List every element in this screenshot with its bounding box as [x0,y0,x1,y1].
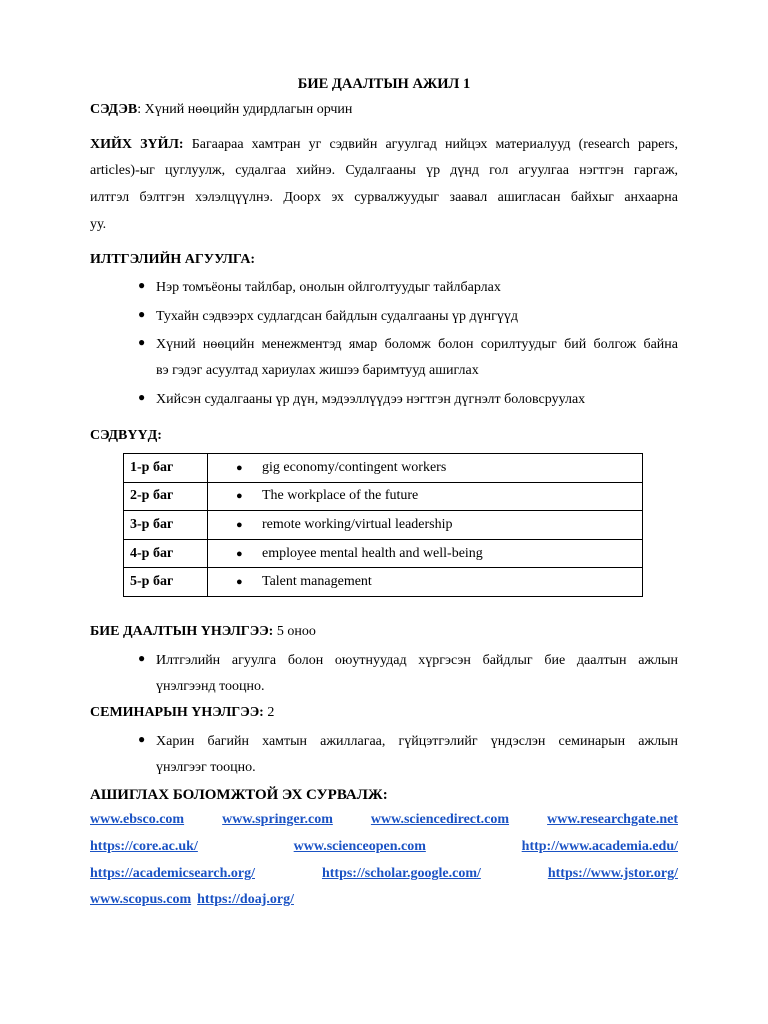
topic-label: СЭДЭВ [90,102,138,117]
bullet-icon: ● [236,518,243,531]
bullet-icon: ● [138,732,146,746]
task-line-3: илтгэл бэлтгэн хэлэлцүүлнэ. Доорх эх сурвалжуудыг заавал ашигласан байхыг анхаарна [90,190,678,205]
sources-heading: АШИГЛАХ БОЛОМЖТОЙ ЭХ СУРВАЛЖ: [90,787,388,803]
assessment-line [90,622,678,642]
assessment-value: 5 оноо [273,624,316,639]
source-link[interactable]: www.researchgate.net [547,812,678,827]
source-link[interactable]: www.sciencedirect.com [370,812,510,827]
task-line-1: ХИЙХ ЗҮЙЛ: Багаараа хамтран уг сэдвийн агуулгад нийцэх материалууд (research papers, [90,137,679,152]
source-link[interactable]: https://scholar.google.com/ [321,866,481,881]
sources-row-3 [90,866,678,882]
sources-row-1 [90,812,678,828]
team-name: 4-р баг [124,539,208,568]
bullet-icon: ● [236,490,243,503]
bullet-icon: ● [236,547,243,560]
source-link[interactable]: www.springer.com [222,812,333,827]
team-name: 3-р баг [124,511,208,540]
bullet-icon: ● [138,278,146,292]
team-topic: employee mental health and well-being [262,545,483,561]
source-link[interactable]: https://www.jstor.org/ [547,866,678,881]
assessment-label: БИЕ ДААЛТЫН ҮНЭЛГЭЭ: [90,624,274,639]
task-label: ХИЙХ ЗҮЙЛ: [90,137,184,152]
seminar-value: 2 [263,705,275,720]
content-heading: ИЛТГЭЛИЙН АГУУЛГА: [90,252,256,267]
topics-heading: СЭДВҮҮД: [90,428,162,443]
topic-text: : Хүний нөөцийн удирдлагын орчин [137,102,353,117]
bullet-icon: ● [138,651,146,665]
team-topic: Talent management [262,574,372,590]
team-topic-cell [208,568,643,597]
team-row [124,482,643,511]
team-topic-cell [208,511,643,540]
team-topic-cell [208,482,643,511]
source-link[interactable]: https://academicsearch.org/ [90,866,255,881]
sources-row-4 [90,892,678,908]
source-link[interactable]: www.ebsco.com [90,812,185,827]
team-row [124,454,643,483]
source-link[interactable]: www.scienceopen.com [293,839,426,854]
seminar-label: СЕМИНАРЫН ҮНЭЛГЭЭ: [90,705,264,720]
task-line-4: уу. [90,217,107,232]
seminar-line [90,703,678,723]
source-link[interactable]: www.scopus.com [90,892,192,907]
team-name: 5-р баг [124,568,208,597]
source-link[interactable]: https://core.ac.uk/ [90,839,198,854]
topic-line [90,100,678,120]
team-row [124,568,643,597]
sources-row-2 [90,839,678,855]
task-line-2: articles)-ыг цуглуулж, судалгаа хийнэ. Судалгааны үр дүнд гол агуулгаа нэгтгэн гаргаж, [90,163,678,178]
team-topic-cell [208,454,643,483]
document-title: БИЕ ДААЛТЫН АЖИЛ 1 [297,76,471,92]
team-row [124,511,643,540]
source-link[interactable]: https://doaj.org/ [197,892,294,907]
team-row [124,539,643,568]
source-link[interactable]: http://www.academia.edu/ [521,839,678,854]
bullet-icon: ● [138,335,146,349]
bullet-icon: ● [138,307,146,321]
bullet-icon: ● [138,390,146,404]
team-name: 2-р баг [124,482,208,511]
bullet-icon: ● [236,461,243,474]
team-topic: The workplace of the future [262,488,419,504]
team-name: 1-р баг [124,454,208,483]
team-topic-cell [208,539,643,568]
bullet-icon: ● [236,576,243,589]
team-topic: remote working/virtual leadership [262,516,453,532]
team-topic: gig economy/contingent workers [262,459,447,475]
teams-table [123,453,643,597]
